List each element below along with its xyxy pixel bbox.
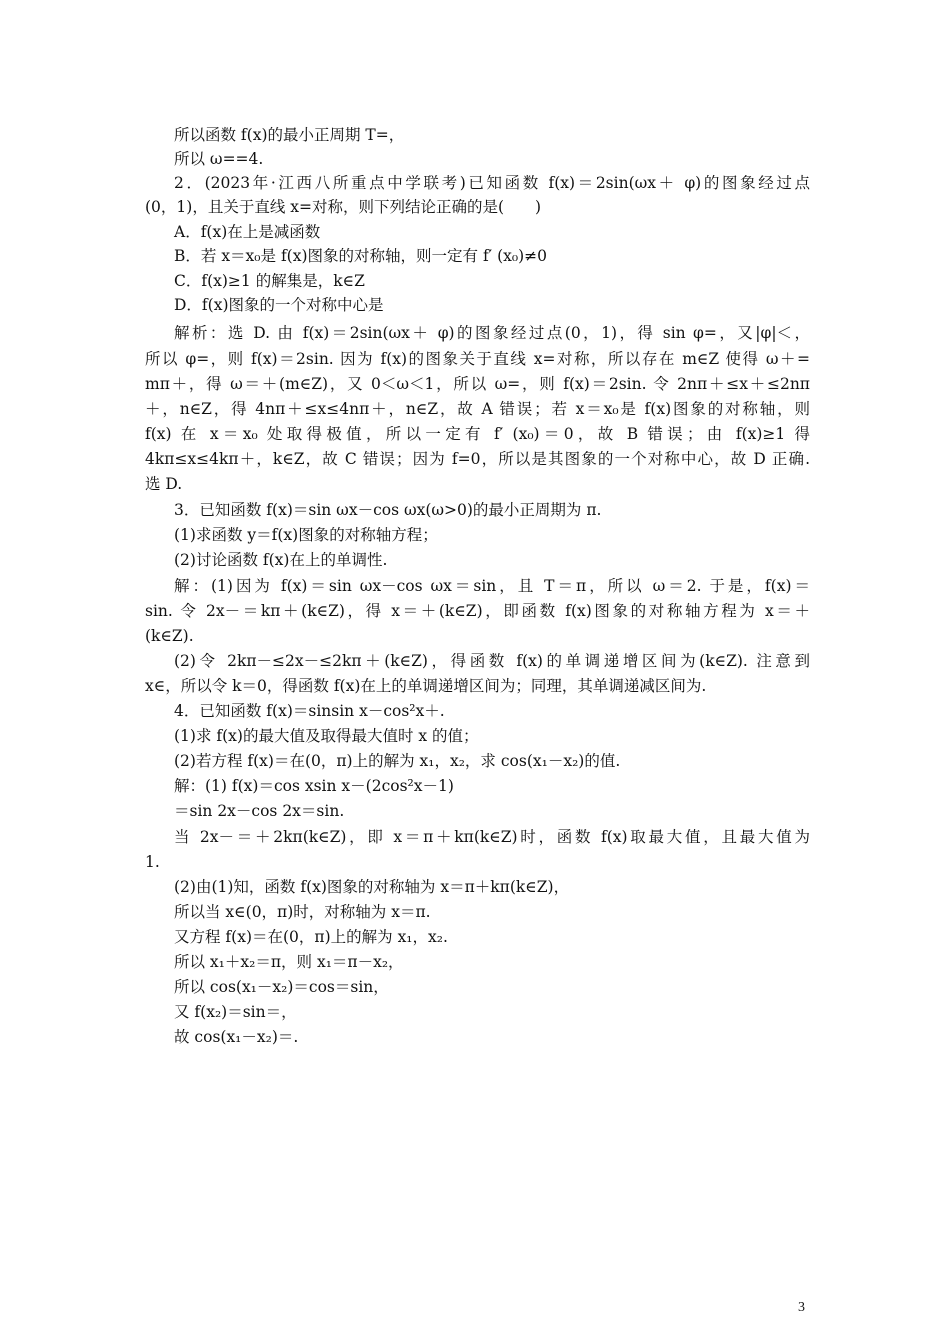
text-line: ＋，n∈Z，得 4nπ＋≤x≤4nπ＋，n∈Z，故 A 错误；若 x＝x₀是 f(x)图象的对称轴，则 <box>145 400 810 418</box>
text-line: 3．已知函数 f(x)＝sin ωx－cos ωx(ω>0)的最小正周期为 π. <box>174 501 602 519</box>
text-line: (1)求函数 y＝f(x)图象的对称轴方程； <box>174 526 438 544</box>
text-line: 所以 ω==4. <box>174 150 264 168</box>
text-line: 4．已知函数 f(x)＝sinsin x－cos²x＋. <box>174 702 445 720</box>
text-line: 所以 x₁＋x₂＝π，则 x₁＝π－x₂， <box>174 953 404 971</box>
text-line: sin. 令 2x－＝kπ＋(k∈Z)，得 x＝＋(k∈Z)，即函数 f(x)图象的对称轴方程为 x＝＋ <box>145 602 810 620</box>
text-line: 又方程 f(x)＝在(0，π)上的解为 x₁，x₂. <box>174 928 448 946</box>
text-line: 解：(1)因为 f(x)＝sin ωx－cos ωx＝sin，且 T＝π，所以 ω＝2. 于是，f(x)＝ <box>174 577 810 595</box>
text-line: (2)由(1)知，函数 f(x)图象的对称轴为 x＝π＋kπ(k∈Z)， <box>174 878 570 896</box>
text-line: 所以当 x∈(0，π)时，对称轴为 x＝π. <box>174 903 431 921</box>
text-line: C．f(x)≥1 的解集是，k∈Z <box>174 272 365 290</box>
text-line: 解：(1) f(x)＝cos xsin x－(2cos²x－1) <box>174 777 454 795</box>
text-line: 故 cos(x₁－x₂)＝. <box>174 1028 299 1046</box>
text-line: 又 f(x₂)＝sin＝， <box>174 1003 297 1021</box>
text-line: 解析：选 D. 由 f(x)＝2sin(ωx＋ φ)的图象经过点(0，1)，得 sin φ=，又|φ|＜， <box>174 324 810 342</box>
text-line: 当 2x－＝＋2kπ(k∈Z)，即 x＝π＋kπ(k∈Z)时，函数 f(x)取最大值，且最大值为 <box>174 828 810 846</box>
text-line: (2)讨论函数 f(x)在上的单调性. <box>174 551 388 569</box>
text-line: 所以函数 f(x)的最小正周期 T=， <box>174 126 405 144</box>
text-line: 1. <box>145 853 160 871</box>
text-line: 选 D. <box>145 475 183 493</box>
text-line: f(x) 在 x＝x₀ 处取得极值，所以一定有 f′ (x₀)＝0，故 B 错误；由 f(x)≥1 得 <box>145 425 810 443</box>
text-line: 所以 φ=，则 f(x)＝2sin. 因为 f(x)的图象关于直线 x=对称，所以存在 m∈Z 使得 ω＋= <box>145 350 810 368</box>
text-line: mπ＋，得 ω＝＋(m∈Z)，又 0＜ω＜1，所以 ω=，则 f(x)＝2sin. 令 2nπ＋≤x＋≤2nπ <box>145 375 810 393</box>
text-line: D．f(x)图象的一个对称中心是 <box>174 296 384 314</box>
text-line: 4kπ≤x≤4kπ＋，k∈Z，故 C 错误；因为 f=0，所以是其图象的一个对称中心，故 D 正确. <box>145 450 810 468</box>
text-line: A．f(x)在上是减函数 <box>174 223 321 241</box>
page-number: 3 <box>798 1300 805 1315</box>
text-line: ＝sin 2x－cos 2x＝sin. <box>174 802 345 820</box>
text-line: (k∈Z). <box>145 627 194 645</box>
text-line: (0，1)，且关于直线 x=对称，则下列结论正确的是( ) <box>145 198 542 216</box>
text-line: x∈，所以令 k＝0，得函数 f(x)在上的单调递增区间为；同理，其单调递减区间为. <box>145 677 707 695</box>
text-line: B．若 x＝x₀是 f(x)图象的对称轴，则一定有 f′ (x₀)≠0 <box>174 247 548 265</box>
text-line: 2．(2023年·江西八所重点中学联考)已知函数 f(x)＝2sin(ωx＋ φ)的图象经过点 <box>174 174 810 192</box>
text-line: (2)令 2kπ－≤2x－≤2kπ＋(k∈Z)，得函数 f(x)的单调递增区间为(k∈Z). 注意到 <box>174 652 810 670</box>
text-line: 所以 cos(x₁－x₂)＝cos＝sin， <box>174 978 389 996</box>
text-line: (1)求 f(x)的最大值及取得最大值时 x 的值； <box>174 727 479 745</box>
text-line: (2)若方程 f(x)＝在(0，π)上的解为 x₁，x₂，求 cos(x₁－x₂)的值. <box>174 752 621 770</box>
